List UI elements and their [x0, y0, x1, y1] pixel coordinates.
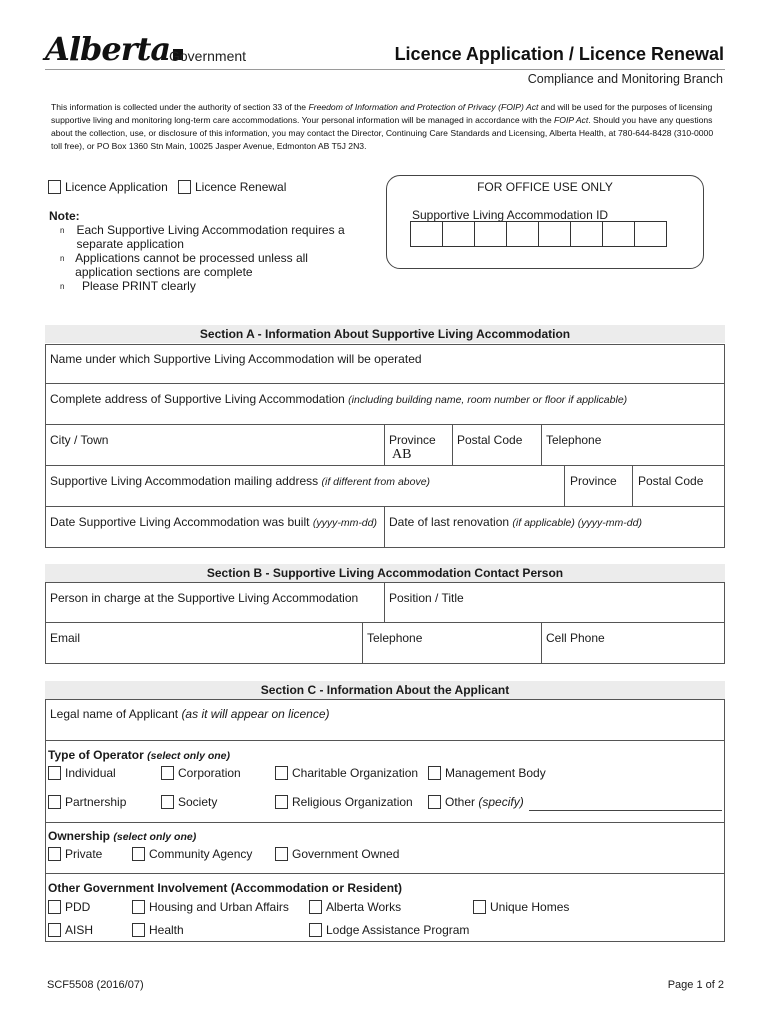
note-item: n Each Supportive Living Accommodation requires a separate application: [60, 223, 345, 251]
checkbox[interactable]: [275, 766, 288, 780]
checkbox[interactable]: [309, 923, 322, 937]
section-a-header: Section A - Information About Supportive Living Accommodation: [45, 325, 725, 343]
checkbox[interactable]: [428, 795, 441, 809]
date-renovation-field[interactable]: Date of last renovation (if applicable) (yyyy-mm-dd): [384, 506, 725, 548]
licence-renewal-option[interactable]: Licence Renewal: [178, 180, 286, 194]
checkbox[interactable]: [132, 923, 145, 937]
gov-lodge-option[interactable]: Lodge Assistance Program: [309, 923, 469, 937]
licence-application-checkbox[interactable]: [48, 180, 61, 194]
section-b-header: Section B - Supportive Living Accommodation Contact Person: [45, 564, 725, 582]
province-value: AB: [392, 447, 412, 462]
operator-society-option[interactable]: Society: [161, 795, 217, 809]
checkbox[interactable]: [48, 766, 61, 780]
operator-partnership-option[interactable]: Partnership: [48, 795, 126, 809]
mailing-postal-code-field[interactable]: Postal Code: [632, 465, 725, 507]
checkbox[interactable]: [275, 847, 288, 861]
operator-other-option[interactable]: Other (specify): [428, 795, 524, 809]
accommodation-address-field[interactable]: Complete address of Supportive Living Accommodation (including building name, room number or floor if applicable): [45, 383, 725, 425]
contact-telephone-field[interactable]: Telephone: [362, 622, 542, 664]
applicant-details-box: [45, 740, 725, 942]
checkbox[interactable]: [428, 766, 441, 780]
logo-government-text: Government: [169, 48, 247, 64]
operator-type-title: Type of Operator (select only one): [48, 748, 230, 762]
gov-alberta-works-option[interactable]: Alberta Works: [309, 900, 401, 914]
checkbox[interactable]: [275, 795, 288, 809]
city-field[interactable]: City / Town: [45, 424, 385, 466]
section-c-header: Section C - Information About the Applicant: [45, 681, 725, 699]
postal-code-field[interactable]: Postal Code: [452, 424, 542, 466]
accommodation-name-field[interactable]: Name under which Supportive Living Accommodation will be operated: [45, 344, 725, 384]
checkbox[interactable]: [309, 900, 322, 914]
mailing-address-field[interactable]: Supportive Living Accommodation mailing address (if different from above): [45, 465, 565, 507]
position-title-field[interactable]: Position / Title: [384, 582, 725, 623]
page-number: Page 1 of 2: [667, 979, 724, 991]
office-use-title: FOR OFFICE USE ONLY: [477, 180, 613, 194]
id-digit-cell[interactable]: [442, 221, 475, 247]
licence-application-option[interactable]: Licence Application: [48, 180, 168, 194]
other-specify-line[interactable]: [529, 810, 722, 811]
gov-involvement-title: Other Government Involvement (Accommodation or Resident): [48, 881, 403, 895]
gov-health-option[interactable]: Health: [132, 923, 184, 937]
checkbox[interactable]: [48, 900, 61, 914]
form-code: SCF5508 (2016/07): [47, 979, 144, 991]
checkbox[interactable]: [48, 923, 61, 937]
id-digit-cell[interactable]: [602, 221, 635, 247]
cell-phone-field[interactable]: Cell Phone: [541, 622, 725, 664]
checkbox[interactable]: [161, 766, 174, 780]
note-item: n Applications cannot be processed unless all application sections are complete: [60, 251, 308, 279]
logo-wordmark: Alberta: [45, 30, 171, 68]
operator-management-body-option[interactable]: Management Body: [428, 766, 546, 780]
checkbox[interactable]: [161, 795, 174, 809]
checkbox[interactable]: [48, 795, 61, 809]
telephone-field[interactable]: Telephone: [541, 424, 725, 466]
gov-pdd-option[interactable]: PDD: [48, 900, 90, 914]
date-built-field[interactable]: Date Supportive Living Accommodation was built (yyyy-mm-dd): [45, 506, 385, 548]
note-list: [60, 223, 360, 294]
gov-involvement-divider: [45, 873, 725, 874]
id-digit-cell[interactable]: [410, 221, 443, 247]
legal-name-field[interactable]: Legal name of Applicant (as it will appear on licence): [45, 699, 725, 741]
ownership-title: Ownership (select only one): [48, 829, 197, 843]
person-in-charge-field[interactable]: Person in charge at the Supportive Living Accommodation: [45, 582, 385, 623]
checkbox[interactable]: [132, 900, 145, 914]
alberta-logo: [45, 30, 183, 68]
ownership-private-option[interactable]: Private: [48, 847, 102, 861]
checkbox[interactable]: [48, 847, 61, 861]
gov-housing-option[interactable]: Housing and Urban Affairs: [132, 900, 289, 914]
note-title: Note:: [49, 209, 80, 223]
accommodation-id-grid: [411, 221, 667, 247]
operator-individual-option[interactable]: Individual: [48, 766, 116, 780]
id-digit-cell[interactable]: [538, 221, 571, 247]
office-use-box: [386, 175, 704, 269]
note-item: n Please PRINT clearly: [60, 279, 196, 293]
province-field[interactable]: Province AB: [384, 424, 453, 466]
operator-religious-option[interactable]: Religious Organization: [275, 795, 413, 809]
foip-notice: This information is collected under the authority of section 33 of the Freedom of Information and Protection of Privacy (FOIP) Act and will be used for the purposes of licensing supportive living and monitoring long-term care accommodations. Your personal information will be managed in accordance with the FOIP Act. Should you have any questions about the collection, use, or disclosure of this information, you may contact the Director, Continuing Care Standards and Licensing, Alberta Health, at 780-644-8428 (310-0000 toll free), or PO Box 1360 Stn Main, 10025 Jasper Avenue, Edmonton AB T5J 2N3.: [51, 102, 714, 151]
operator-corporation-option[interactable]: Corporation: [161, 766, 241, 780]
ownership-government-option[interactable]: Government Owned: [275, 847, 399, 861]
accommodation-id-label: Supportive Living Accommodation ID: [412, 208, 609, 222]
id-digit-cell[interactable]: [474, 221, 507, 247]
checkbox[interactable]: [132, 847, 145, 861]
form-title: Licence Application / Licence Renewal: [394, 44, 724, 64]
mailing-province-field[interactable]: Province: [564, 465, 633, 507]
ownership-community-option[interactable]: Community Agency: [132, 847, 252, 861]
checkbox[interactable]: [473, 900, 486, 914]
id-digit-cell[interactable]: [570, 221, 603, 247]
id-digit-cell[interactable]: [506, 221, 539, 247]
operator-charitable-option[interactable]: Charitable Organization: [275, 766, 418, 780]
gov-aish-option[interactable]: AISH: [48, 923, 93, 937]
header-divider: [45, 69, 725, 70]
ownership-divider: [45, 822, 725, 823]
licence-renewal-checkbox[interactable]: [178, 180, 191, 194]
gov-unique-homes-option[interactable]: Unique Homes: [473, 900, 569, 914]
email-field[interactable]: Email: [45, 622, 363, 664]
branch-name: Compliance and Monitoring Branch: [527, 72, 723, 86]
id-digit-cell[interactable]: [634, 221, 667, 247]
